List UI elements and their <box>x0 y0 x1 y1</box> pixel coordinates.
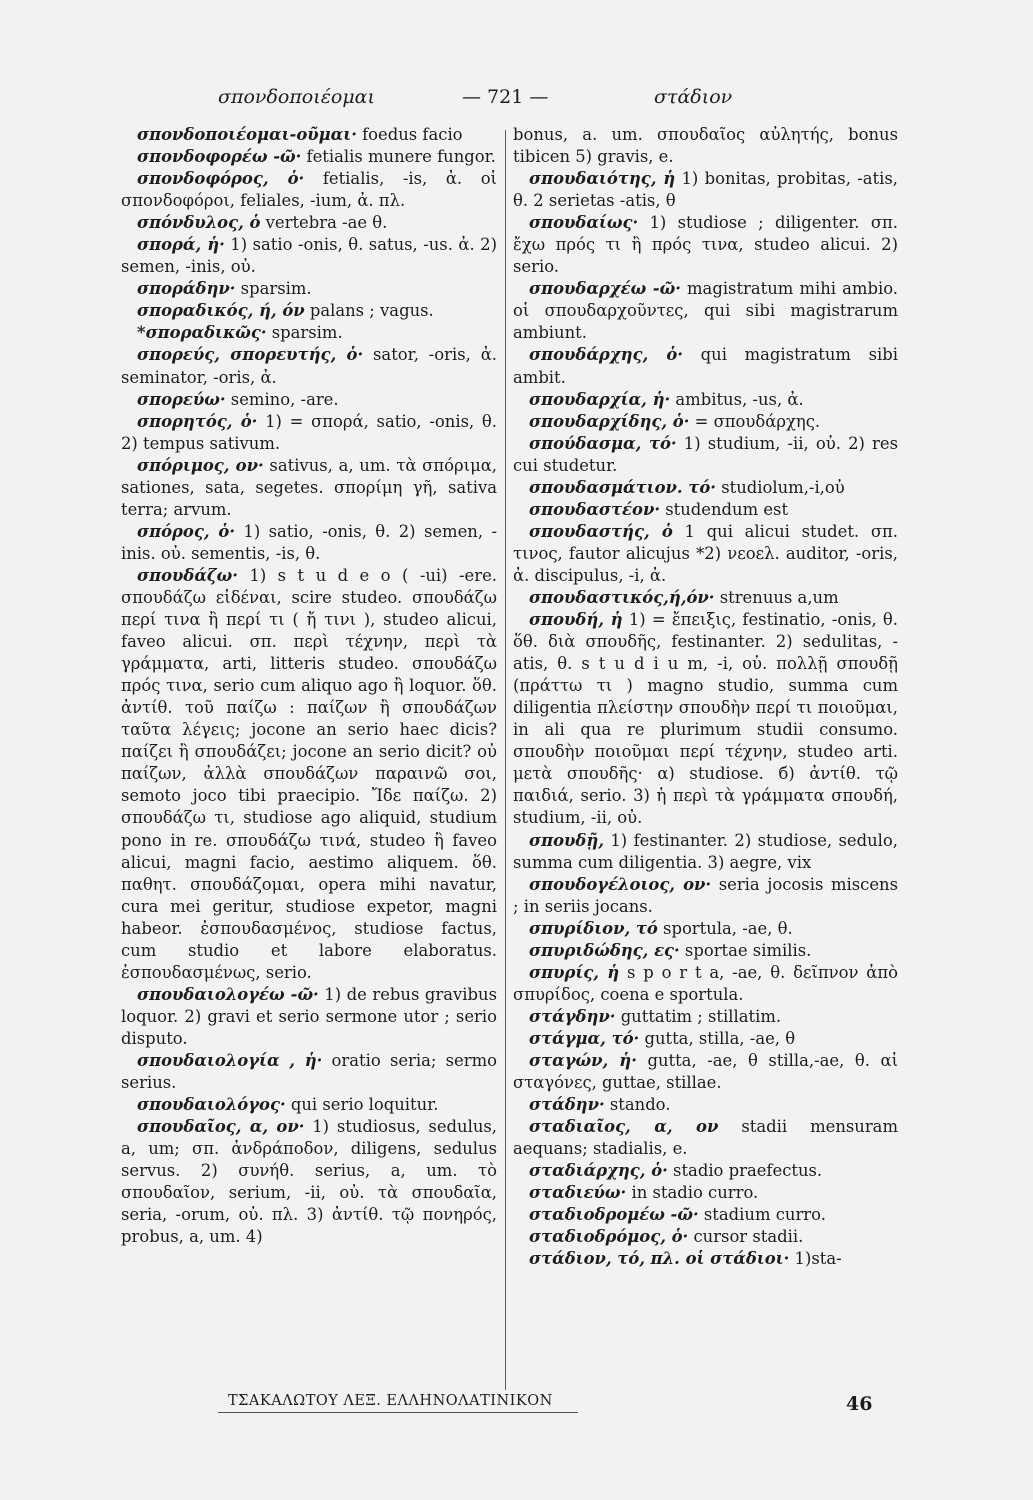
dictionary-entry <box>513 499 898 521</box>
dictionary-entry <box>121 1094 497 1116</box>
dictionary-entry <box>121 1050 497 1094</box>
entry-definition: 1) festinanter. 2) studiose, sedulo, summa cum diligentia. 3) aegre, vix <box>513 830 898 872</box>
entry-headword: σπόριμος, ον· <box>137 455 264 475</box>
right-column <box>513 124 898 1390</box>
entry-definition: sativus, a, um. τὰ σπόριμα, sationes, sata, segetes. σπορίμη γῆ, sativa terra; arvum. <box>121 455 497 519</box>
entry-headword: στάγδην· <box>529 1006 616 1026</box>
left-column <box>121 124 497 1390</box>
column-divider <box>505 130 506 1390</box>
entry-definition: 1) = σπορά, satio, -onis, θ. 2) tempus sativum. <box>121 411 497 453</box>
running-header <box>0 86 1033 120</box>
entry-definition: 1) de rebus gravibus loquor. 2) gravi et serio sermone utor ; serio disputo. <box>121 984 497 1048</box>
dictionary-entry <box>121 455 497 521</box>
entry-headword: σταδιεύω· <box>529 1183 627 1203</box>
entry-definition: s p o r t a, -ae, θ. δεῖπνον ἀπὸ σπυρίδος, coena e sportula. <box>513 962 898 1004</box>
entry-definition: qui serio loquitur. <box>285 1095 439 1115</box>
header-last-headword: στάδιον <box>654 86 733 108</box>
dictionary-entry <box>513 124 898 168</box>
dictionary-entry <box>513 962 898 1006</box>
footer-title: ΤΣΑΚΑΛΩΤΟΥ ΛΕΞ. ΕΛΛΗΝΟΛΑΤΙΝΙΚΟΝ <box>228 1393 553 1409</box>
entry-definition: studiolum,-i,οὐ <box>715 477 845 497</box>
entry-headword: *σποραδικῶς· <box>137 323 267 343</box>
dictionary-entry <box>121 212 497 234</box>
entry-definition: seria jocosis miscens ; in seriis jocans. <box>513 874 898 916</box>
dictionary-entry <box>121 344 497 388</box>
entry-definition: 1) studiose ; diligenter. σπ. ἔχω πρός τι ἢ πρός τινα, studeo alicui. 2) serio. <box>513 213 898 277</box>
entry-headword: σπυρίς, ἡ <box>529 962 620 982</box>
dictionary-entry <box>513 212 898 278</box>
entry-headword: σπυρίδιον, τό <box>529 918 658 938</box>
entry-headword: σπουδαρχέω -ῶ· <box>529 279 681 299</box>
entry-definition: fetialis munere fungor. <box>301 147 496 167</box>
entry-headword: σπουδαστέον· <box>529 499 661 519</box>
dictionary-entry <box>513 830 898 874</box>
entry-definition: ambitus, -us, ἀ. <box>670 389 804 409</box>
dictionary-entry <box>513 609 898 829</box>
dictionary-entry <box>513 1160 898 1182</box>
entry-headword: σπορεύω· <box>137 389 226 409</box>
entry-definition: cursor stadii. <box>688 1227 804 1247</box>
entry-headword: σπουδαίως· <box>529 213 639 233</box>
dictionary-entry <box>513 1116 898 1160</box>
entry-headword: σπυριδώδης, ες· <box>529 940 680 960</box>
entry-headword: στάδην· <box>529 1095 605 1115</box>
dictionary-entry <box>121 146 497 168</box>
dictionary-entry <box>513 1050 898 1094</box>
entry-headword: σταδιάρχης, ὁ· <box>529 1161 668 1181</box>
entry-definition: bonus, a. um. σπουδαῖος αὐλητής, bonus tibicen 5) gravis, e. <box>513 125 898 167</box>
entry-headword: σπουδαρχία, ἡ· <box>529 389 671 409</box>
dictionary-entry <box>513 1028 898 1050</box>
entry-definition: stadii mensuram aequans; stadialis, e. <box>513 1117 898 1159</box>
entry-headword: σπουδαιολογέω -ῶ· <box>137 984 319 1004</box>
dictionary-entry <box>513 1182 898 1204</box>
header-first-headword: σπονδοποιέομαι <box>218 86 375 108</box>
dictionary-entry <box>121 389 497 411</box>
signature-number: 46 <box>846 1393 873 1415</box>
dictionary-entry <box>121 322 497 344</box>
entry-definition: 1) studium, -ii, οὐ. 2) res cui studetur. <box>513 433 898 475</box>
dictionary-entry <box>121 984 497 1050</box>
entry-headword: σπουδή, ἡ <box>529 610 623 630</box>
entry-definition: palans ; vagus. <box>304 301 434 321</box>
entry-definition: magistratum mihi ambio. οἱ σπουδαρχοῦντες, qui sibi magistrarum ambiunt. <box>513 279 898 343</box>
entry-headword: σπουδαιολόγος· <box>137 1095 286 1115</box>
entry-definition: sator, -oris, ἀ. seminator, -oris, ἀ. <box>121 345 497 387</box>
dictionary-entry <box>513 344 898 388</box>
entry-headword: σπουδασμάτιον. τό· <box>529 477 716 497</box>
entry-definition: 1 qui alicui studet. σπ. τινος, fautor alicujus *2) νεοελ. auditor, -oris, ἀ. discipulus, -i, ἀ. <box>513 521 898 585</box>
entry-headword: σπόνδυλος, ὁ <box>137 213 261 233</box>
dictionary-entry <box>121 411 497 455</box>
entry-definition: vertebra -ae θ. <box>260 213 388 233</box>
dictionary-entry <box>121 278 497 300</box>
dictionary-entry <box>513 1204 898 1226</box>
entry-definition: sparsim. <box>266 323 343 343</box>
dictionary-entry <box>513 918 898 940</box>
entry-headword: σταγών, ἡ· <box>529 1050 637 1070</box>
entry-headword: σποράδην· <box>137 279 236 299</box>
entry-definition: foedus facio <box>356 125 463 144</box>
dictionary-entry <box>513 411 898 433</box>
entry-definition: sportae similis. <box>679 940 812 960</box>
entry-definition: 1) studiosus, sedulus, a, um; σπ. ἀνδράποδον, diligens, sedulus servus. 2) συνήθ. serius, a, um. τὸ σπουδαῖον, serium, -ii, οὐ. τὰ σπουδαῖα, seria, -orum, οὐ. πλ. 3) ἀντίθ. τῷ πονηρός, probus, a, um. 4) <box>121 1117 497 1247</box>
entry-headword: σπορητός, ὁ· <box>137 411 258 431</box>
entry-headword: στάγμα, τό· <box>529 1028 640 1048</box>
entry-definition: 1)sta- <box>789 1249 842 1269</box>
entry-headword: σπουδάζω· <box>137 565 238 585</box>
entry-headword: σπουδαιολογία , ἡ· <box>137 1050 323 1070</box>
dictionary-entry <box>513 874 898 918</box>
dictionary-entry <box>121 234 497 278</box>
entry-headword: σποραδικός, ή, όν <box>137 301 305 321</box>
dictionary-entry <box>121 300 497 322</box>
entry-definition: stadium curro. <box>698 1205 826 1225</box>
entry-definition: fetialis, -is, ἀ. οἱ σπονδοφόροι, feliales, -ium, ἀ. πλ. <box>121 169 497 211</box>
entry-definition: 1) bonitas, probitas, -atis, θ. 2 serietas -atis, θ <box>513 169 898 211</box>
dictionary-entry <box>121 521 497 565</box>
dictionary-entry <box>513 1248 898 1270</box>
entry-headword: σπούδασμα, τό· <box>529 433 677 453</box>
entry-headword: σπορεύς, σπορευτής, ὁ· <box>137 345 364 365</box>
entry-definition: oratio seria; sermo serius. <box>121 1050 497 1093</box>
entry-definition: qui magistratum sibi ambit. <box>513 345 898 387</box>
entry-definition: stando. <box>604 1095 671 1115</box>
entry-headword: στάδιον, τό, πλ. οἱ στάδιοι· <box>529 1249 790 1269</box>
dictionary-entry <box>121 124 497 146</box>
dictionary-entry <box>513 168 898 212</box>
entry-headword: σπουδαρχίδης, ὁ· <box>529 411 690 431</box>
entry-headword: σπονδοφόρος, ὁ· <box>137 169 305 189</box>
entry-headword: σπουδαστικός,ή,όν· <box>529 587 715 607</box>
entry-headword: σταδιοδρομέω -ῶ· <box>529 1205 699 1225</box>
entry-headword: σπουδογέλοιος, ον· <box>529 874 712 894</box>
dictionary-entry <box>513 477 898 499</box>
dictionary-entry <box>513 940 898 962</box>
entry-headword: σπορά, ἡ· <box>137 235 225 255</box>
dictionary-entry <box>513 587 898 609</box>
entry-definition: in stadio curro. <box>626 1183 759 1203</box>
entry-definition: gutta, stilla, -ae, θ <box>639 1028 796 1048</box>
entry-headword: σπονδοποιέομαι-οῦμαι· <box>137 125 357 144</box>
entry-definition: 1) satio -onis, θ. satus, -us. ἀ. 2) semen, -inis, οὐ. <box>121 235 497 277</box>
dictionary-entry <box>513 1006 898 1028</box>
entry-definition: sparsim. <box>235 279 312 299</box>
entry-definition: stadio praefectus. <box>667 1161 823 1181</box>
entry-headword: σπόρος, ὁ· <box>137 521 236 541</box>
dictionary-entry <box>121 168 497 212</box>
entry-headword: σταδιοδρόμος, ὁ· <box>529 1227 689 1247</box>
entry-definition: 1) = ἔπειξις, festinatio, -onis, θ. ὅθ. διὰ σπουδῆς, festinanter. 2) sedulitas, -atis, θ. s t u d i u m, -i, οὐ. πολλῇ σπουδῇ (πράττω τι ) magno studio, summa cum diligentia πλείστην σπουδὴν περί τι ποιοῦμαι, in ali qua re plurimum studii consumo. σπουδὴν ποιοῦμαι περί τέχνην, studeo arti. μετὰ σπουδῆς· α) studiose. б) ἀντίθ. τῷ παιδιά, serio. 3) ἡ περὶ τὰ γράμματα σπουδή, studium, -ii, οὐ. <box>513 610 898 828</box>
entry-headword: σπουδαστής, ὁ <box>529 521 673 541</box>
dictionary-entry <box>513 389 898 411</box>
entry-definition: strenuus a,um <box>714 587 839 607</box>
entry-headword: σπονδοφορέω -ῶ· <box>137 147 302 167</box>
dictionary-entry <box>513 278 898 344</box>
dictionary-entry <box>121 1116 497 1248</box>
entry-definition: semino, -are. <box>225 389 339 409</box>
entry-definition: = σπουδάρχης. <box>689 411 821 431</box>
page-footer <box>0 1393 1033 1423</box>
entry-definition: guttatim ; stillatim. <box>615 1006 782 1026</box>
entry-definition: 1) satio, -onis, θ. 2) semen, -inis. οὐ. sementis, -is, θ. <box>121 521 497 563</box>
dictionary-entry <box>513 1226 898 1248</box>
entry-definition: 1) s t u d e o ( -ui) -ere. σπουδάζω εἰδέναι, scire studeo. σπουδάζω περί τινα ἢ περί τι ( ἤ τινι ), studeo alicui, faveo alicui. σπ. περὶ τέχνην, περὶ τὰ γράμματα, arti, litteris studeo. σπουδάζω πρός τινα, serio cum aliquo ago ἢ loquor. ὅθ. ἀντίθ. τοῦ παίζω : παίζων ἢ σπουδάζων ταῦτα λέγεις; jocone an serio haec dicis? παίζει ἢ σπουδάζει; jocone an serio dicit? οὐ παίζων, ἀλλὰ σπουδάζων παραινῶ σοι, semoto joco tibi praecipio. Ἴδε παίζω. 2) σπουδάζω τι, studiose ago aliquid, studium pono in re. σπουδάζω τινά, studeo ἢ faveo alicui, magni facio, aestimo aliquem. ὅθ. παθητ. σπουδάζομαι, opera mihi navatur, cura mei geritur, studiose expetor, magni habeor. ἐσπουδασμένος, studiose factus, cum studio et labore elaboratus. ἐσπουδασμένως, serio. <box>121 565 497 982</box>
dictionary-entry <box>513 521 898 587</box>
entry-definition: sportula, -ae, θ. <box>657 918 793 938</box>
entry-headword: σπουδαιότης, ἡ <box>529 169 676 189</box>
footer-rule <box>218 1412 578 1413</box>
entry-headword: σπουδαῖος, α, ον· <box>137 1117 305 1137</box>
entry-headword: σπουδῇ, <box>529 830 604 850</box>
entry-headword: σταδιαῖος, α, ον <box>529 1117 719 1137</box>
page-number: — 721 — <box>462 86 549 108</box>
dictionary-entry <box>513 433 898 477</box>
entry-definition: gutta, -ae, θ stilla,-ae, θ. αἱ σταγόνες, guttae, stillae. <box>513 1050 898 1093</box>
dictionary-entry <box>121 565 497 984</box>
entry-definition: studendum est <box>660 499 789 519</box>
entry-headword: σπουδάρχης, ὁ· <box>529 345 684 365</box>
dictionary-entry <box>513 1094 898 1116</box>
